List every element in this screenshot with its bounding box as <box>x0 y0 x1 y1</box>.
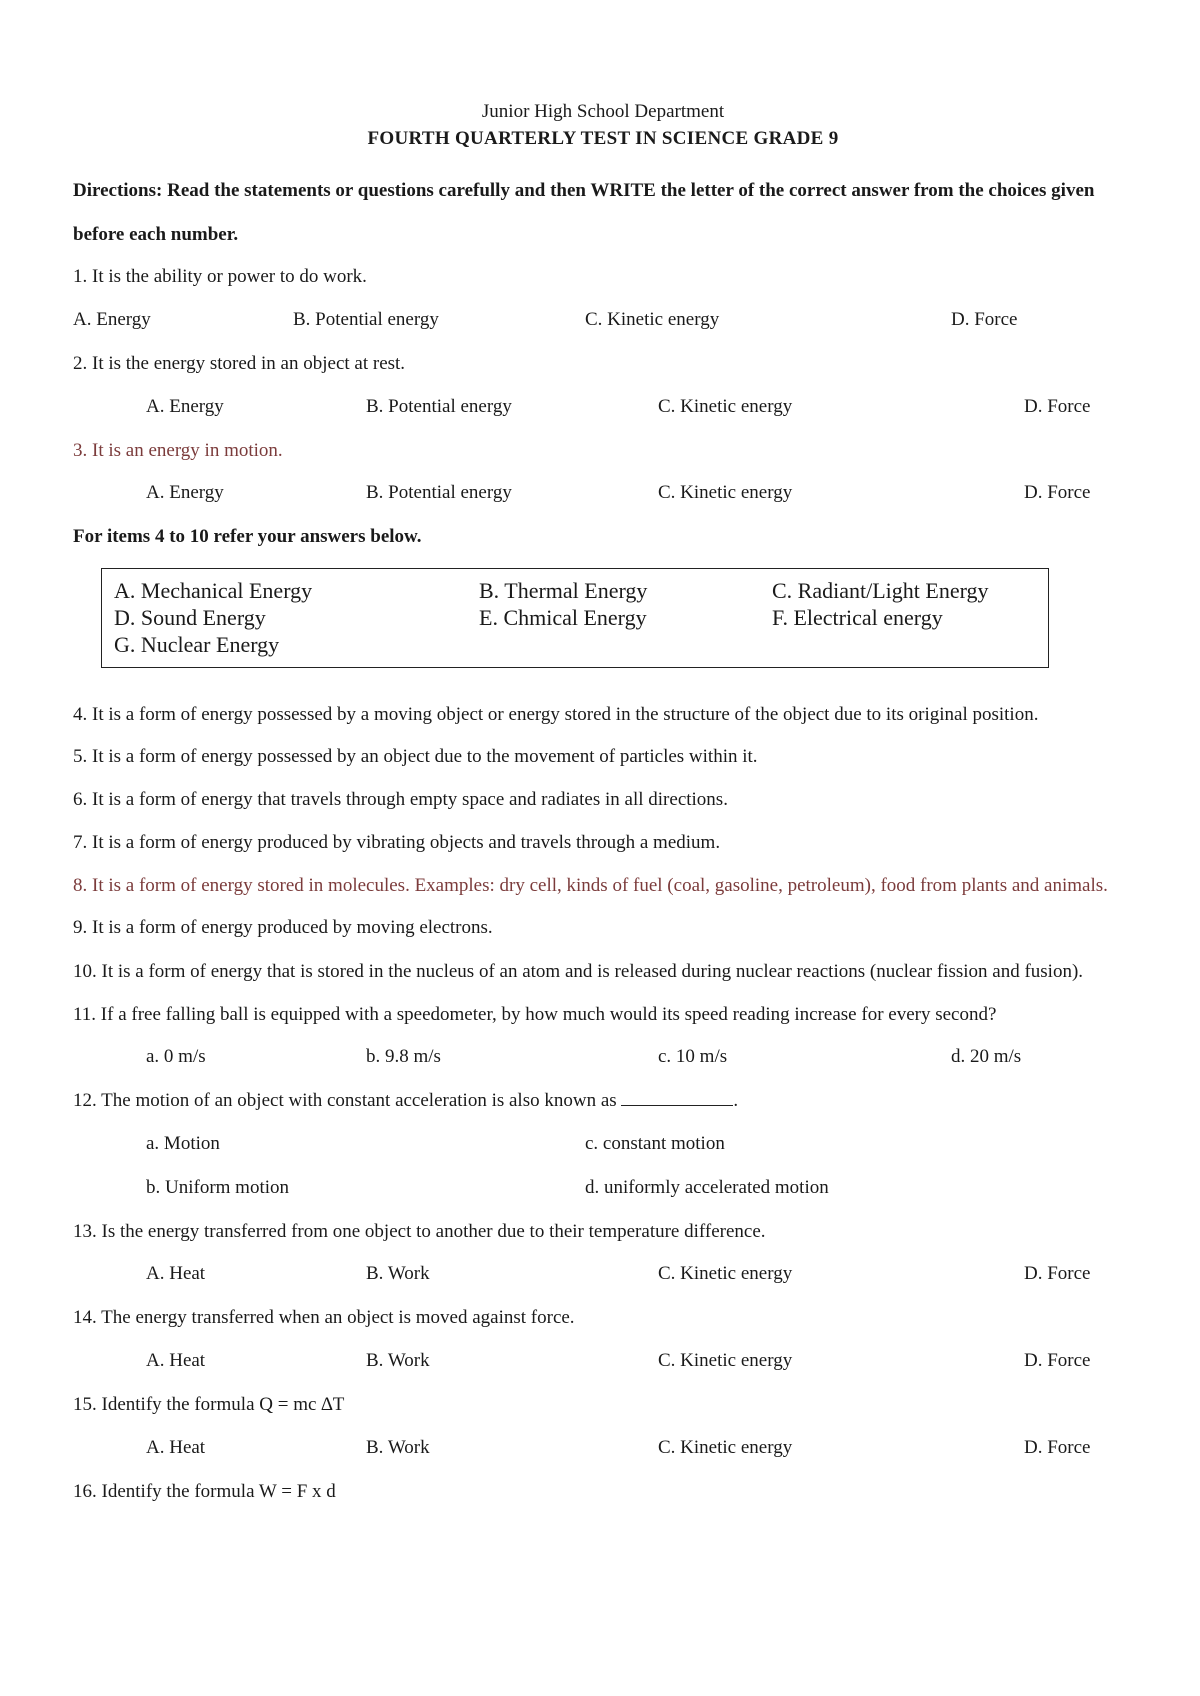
option-d: D. Force <box>1024 482 1091 504</box>
option-c: C. Kinetic energy <box>658 1263 793 1285</box>
choice-a: A. Mechanical Energy <box>114 578 313 604</box>
option-a: A. Energy <box>146 395 224 417</box>
choice-c: C. Radiant/Light Energy <box>772 578 989 604</box>
question-11: 11. If a free falling ball is equipped with a speedometer, by how much would its speed reading increase for every second? <box>73 1003 997 1025</box>
option-d: D. Force <box>1024 1349 1091 1371</box>
question-8: 8. It is a form of energy stored in molecules. Examples: dry cell, kinds of fuel (coal, gasoline, petroleum), food from plants and animals. <box>73 875 1108 897</box>
option-b: B. Potential energy <box>293 309 439 331</box>
option-c: C. Kinetic energy <box>658 1436 793 1458</box>
directions: Directions: Read the statements or questions carefully and then WRITE the letter of the correct answer from the choices given before each number. <box>73 180 1095 246</box>
option-d: d. 20 m/s <box>951 1045 1022 1067</box>
question-5: 5. It is a form of energy possessed by an object due to the movement of particles within it. <box>73 746 758 768</box>
question-10: 10. It is a form of energy that is stored in the nucleus of an atom and is released during nuclear reactions (nuclear fission and fusion). <box>73 960 1084 982</box>
question-12-options-row-1 <box>73 1132 1133 1158</box>
option-b: B. Work <box>366 1349 430 1371</box>
question-2-options <box>73 395 1133 421</box>
option-a: A. Heat <box>146 1349 206 1371</box>
question-1: 1. It is the ability or power to do work. <box>73 266 367 288</box>
option-b: B. Potential energy <box>366 395 512 417</box>
option-d: D. Force <box>951 309 1018 331</box>
question-6: 6. It is a form of energy that travels through empty space and radiates in all directions. <box>73 788 728 810</box>
question-14-options <box>73 1349 1133 1375</box>
option-a: A. Energy <box>73 309 151 331</box>
option-b: B. Work <box>366 1436 430 1458</box>
option-b: b. Uniform motion <box>146 1176 290 1198</box>
question-3-options <box>73 481 1133 507</box>
energy-choices-box <box>101 568 1049 668</box>
option-b: b. 9.8 m/s <box>366 1045 441 1067</box>
choice-b: B. Thermal Energy <box>479 578 648 604</box>
items-note: For items 4 to 10 refer your answers below. <box>73 526 422 548</box>
option-c: c. constant motion <box>585 1132 725 1154</box>
option-a: a. 0 m/s <box>146 1045 206 1067</box>
answer-blank <box>621 1089 733 1106</box>
question-1-options <box>73 308 1133 334</box>
test-title: FOURTH QUARTERLY TEST IN SCIENCE GRADE 9 <box>367 127 839 149</box>
choice-e: E. Chmical Energy <box>479 605 647 631</box>
choice-d: D. Sound Energy <box>114 605 266 631</box>
question-12 <box>73 1089 1133 1114</box>
choice-g: G. Nuclear Energy <box>114 632 280 658</box>
question-16: 16. Identify the formula W = F x d <box>73 1480 336 1502</box>
option-d: D. Force <box>1024 1263 1091 1285</box>
option-a: A. Heat <box>146 1436 206 1458</box>
option-d: D. Force <box>1024 1436 1091 1458</box>
option-c: C. Kinetic energy <box>658 395 793 417</box>
question-15: 15. Identify the formula Q = mc ∆T <box>73 1393 345 1415</box>
option-c: C. Kinetic energy <box>585 309 720 331</box>
question-3: 3. It is an energy in motion. <box>73 439 283 461</box>
question-11-options <box>73 1045 1133 1071</box>
question-13: 13. Is the energy transferred from one object to another due to their temperature difference. <box>73 1220 766 1242</box>
option-c: C. Kinetic energy <box>658 482 793 504</box>
option-d: D. Force <box>1024 395 1091 417</box>
option-a: A. Energy <box>146 482 224 504</box>
option-b: B. Work <box>366 1263 430 1285</box>
option-d: d. uniformly accelerated motion <box>585 1176 829 1198</box>
department-heading: Junior High School Department <box>481 101 725 122</box>
question-12-options-row-2 <box>73 1176 1133 1202</box>
question-9: 9. It is a form of energy produced by moving electrons. <box>73 917 493 939</box>
option-b: B. Potential energy <box>366 482 512 504</box>
option-c: c. 10 m/s <box>658 1045 728 1067</box>
test-page <box>73 100 1133 1504</box>
option-a: A. Heat <box>146 1263 206 1285</box>
choice-f: F. Electrical energy <box>772 605 943 631</box>
question-12-period: . <box>733 1089 739 1111</box>
question-13-options <box>73 1262 1133 1288</box>
question-14: 14. The energy transferred when an object is moved against force. <box>73 1307 575 1329</box>
question-15-options <box>73 1436 1133 1462</box>
question-4: 4. It is a form of energy possessed by a moving object or energy stored in the structure of the object due to its original position. <box>73 704 1039 726</box>
question-7: 7. It is a form of energy produced by vibrating objects and travels through a medium. <box>73 831 721 853</box>
option-c: C. Kinetic energy <box>658 1349 793 1371</box>
option-a: a. Motion <box>146 1132 220 1154</box>
question-2: 2. It is the energy stored in an object at rest. <box>73 353 406 375</box>
question-12-text: 12. The motion of an object with constant acceleration is also known as <box>73 1089 617 1111</box>
